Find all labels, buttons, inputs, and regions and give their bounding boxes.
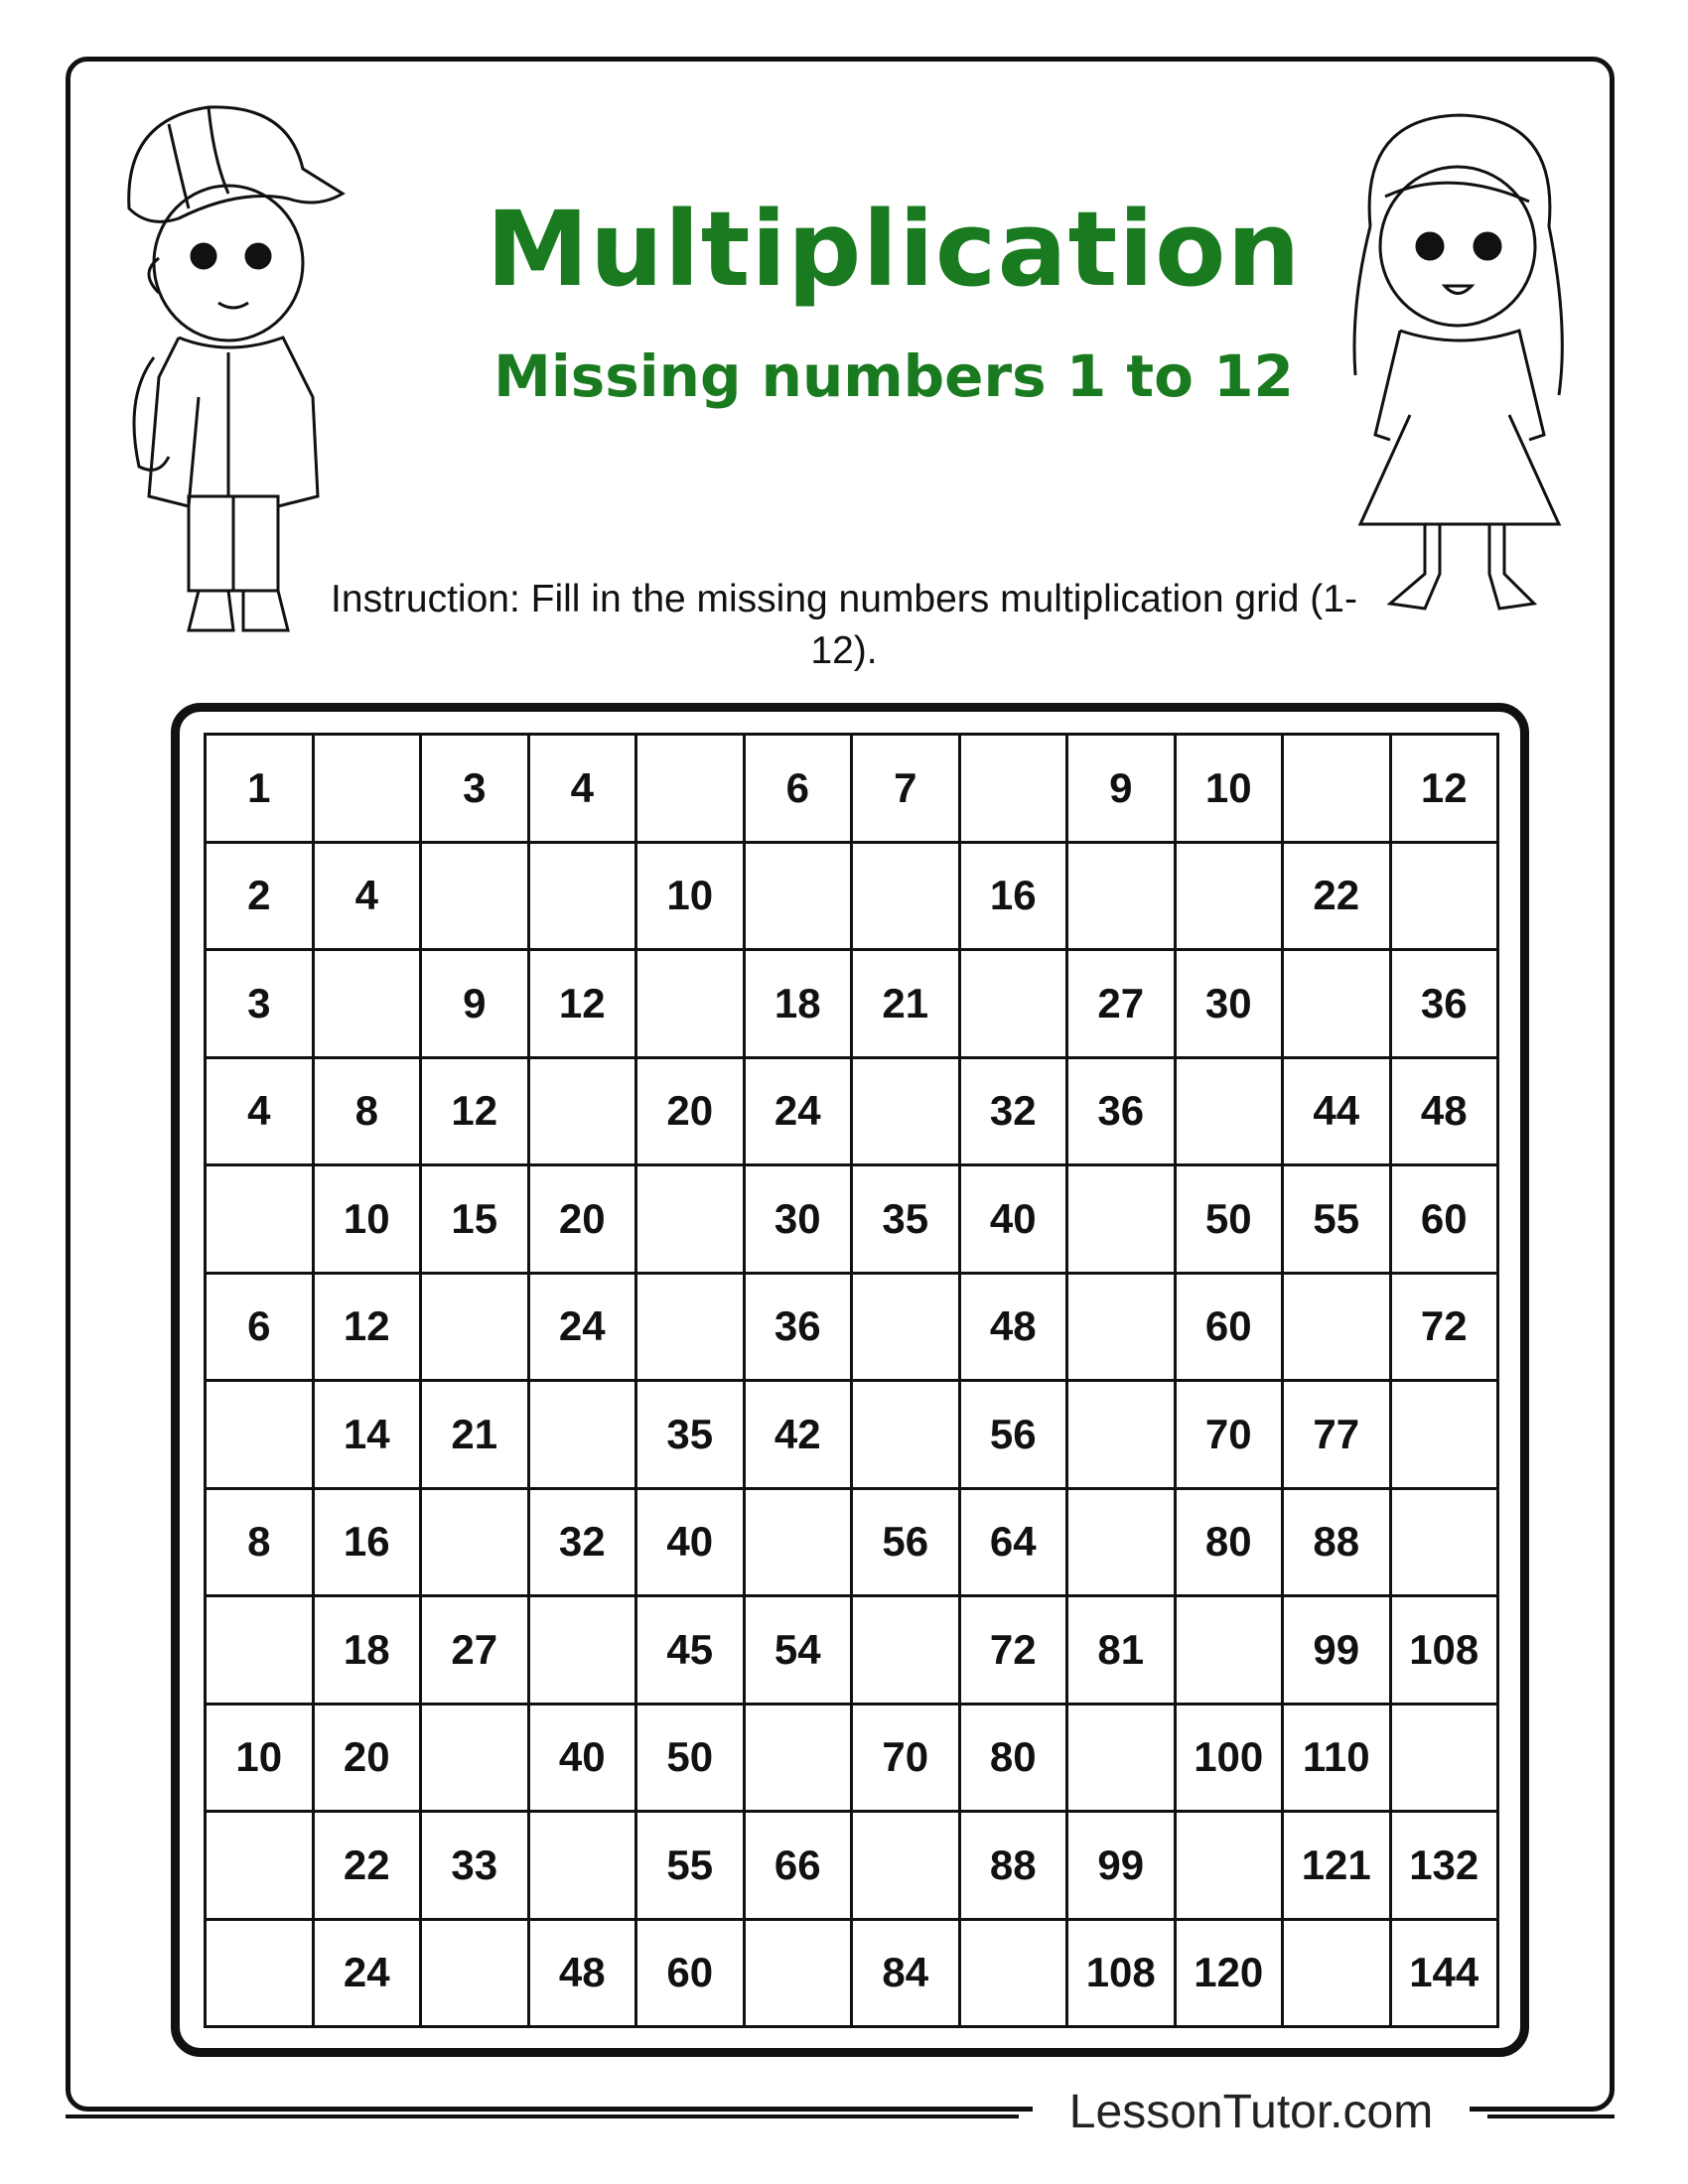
grid-cell: 120 (1177, 1921, 1285, 2029)
footer-site: LessonTutor.com (1033, 2085, 1470, 2139)
grid-cell-blank[interactable] (853, 1059, 961, 1167)
grid-cell: 22 (1284, 844, 1392, 952)
grid-cell: 70 (853, 1706, 961, 1814)
grid-cell: 36 (1392, 951, 1500, 1059)
grid-cell: 18 (746, 951, 854, 1059)
grid-cell: 10 (315, 1166, 423, 1275)
grid-cell: 10 (207, 1706, 315, 1814)
grid-cell-blank[interactable] (746, 844, 854, 952)
grid-cell-blank[interactable] (315, 951, 423, 1059)
grid-cell: 4 (207, 1059, 315, 1167)
grid-cell: 30 (746, 1166, 854, 1275)
grid-cell-blank[interactable] (1392, 1706, 1500, 1814)
grid-cell: 12 (1392, 736, 1500, 844)
grid-cell: 99 (1068, 1813, 1177, 1921)
grid-cell-blank[interactable] (1177, 844, 1285, 952)
grid-cell: 60 (637, 1921, 746, 2029)
grid-cell: 36 (1068, 1059, 1177, 1167)
grid-cell-blank[interactable] (1068, 1275, 1177, 1383)
grid-cell-blank[interactable] (746, 1706, 854, 1814)
grid-cell: 88 (961, 1813, 1069, 1921)
grid-cell: 110 (1284, 1706, 1392, 1814)
grid-cell: 9 (1068, 736, 1177, 844)
grid-cell-blank[interactable] (1284, 736, 1392, 844)
grid-cell: 56 (853, 1490, 961, 1598)
grid-cell: 6 (207, 1275, 315, 1383)
grid-cell: 21 (853, 951, 961, 1059)
grid-cell: 22 (315, 1813, 423, 1921)
grid-cell-blank[interactable] (746, 1490, 854, 1598)
grid-cell-blank[interactable] (1068, 844, 1177, 952)
grid-cell-blank[interactable] (1392, 1490, 1500, 1598)
grid-cell: 15 (422, 1166, 530, 1275)
grid-cell: 8 (315, 1059, 423, 1167)
grid-cell-blank[interactable] (422, 1706, 530, 1814)
grid-cell: 14 (315, 1382, 423, 1490)
grid-cell-blank[interactable] (530, 1382, 638, 1490)
grid-cell: 40 (961, 1166, 1069, 1275)
grid-cell-blank[interactable] (530, 1813, 638, 1921)
grid-cell-blank[interactable] (637, 1166, 746, 1275)
grid-cell: 4 (315, 844, 423, 952)
grid-cell: 88 (1284, 1490, 1392, 1598)
grid-cell-blank[interactable] (1284, 1275, 1392, 1383)
grid-cell: 70 (1177, 1382, 1285, 1490)
grid-cell-blank[interactable] (961, 1921, 1069, 2029)
grid-cell-blank[interactable] (207, 1166, 315, 1275)
grid-cell-blank[interactable] (637, 736, 746, 844)
grid-cell: 12 (315, 1275, 423, 1383)
grid-cell: 99 (1284, 1597, 1392, 1706)
grid-cell: 48 (1392, 1059, 1500, 1167)
grid-cell: 50 (1177, 1166, 1285, 1275)
grid-cell: 100 (1177, 1706, 1285, 1814)
grid-cell: 81 (1068, 1597, 1177, 1706)
footer-rule-left (66, 2115, 1019, 2118)
grid-cell: 121 (1284, 1813, 1392, 1921)
grid-cell-blank[interactable] (207, 1597, 315, 1706)
grid-cell-blank[interactable] (315, 736, 423, 844)
grid-cell-blank[interactable] (853, 1275, 961, 1383)
grid-cell: 16 (961, 844, 1069, 952)
grid-cell-blank[interactable] (422, 844, 530, 952)
grid-cell-blank[interactable] (207, 1813, 315, 1921)
grid-cell: 72 (1392, 1275, 1500, 1383)
boy-illustration (119, 99, 367, 635)
grid-cell: 20 (315, 1706, 423, 1814)
grid-cell: 3 (207, 951, 315, 1059)
grid-cell: 54 (746, 1597, 854, 1706)
grid-cell-blank[interactable] (1284, 951, 1392, 1059)
grid-cell-blank[interactable] (1177, 1597, 1285, 1706)
grid-cell: 16 (315, 1490, 423, 1598)
grid-cell: 48 (530, 1921, 638, 2029)
grid-cell: 6 (746, 736, 854, 844)
grid-cell: 35 (853, 1166, 961, 1275)
worksheet-title: Multiplication (486, 189, 1302, 310)
grid-cell: 84 (853, 1921, 961, 2029)
grid-cell: 30 (1177, 951, 1285, 1059)
grid-cell: 40 (530, 1706, 638, 1814)
grid-cell: 32 (530, 1490, 638, 1598)
grid-cell: 27 (422, 1597, 530, 1706)
grid-cell-blank[interactable] (961, 736, 1069, 844)
grid-cell: 80 (961, 1706, 1069, 1814)
grid-cell-blank[interactable] (1068, 1382, 1177, 1490)
grid-cell: 10 (637, 844, 746, 952)
grid-cell-blank[interactable] (530, 1597, 638, 1706)
grid-cell: 55 (637, 1813, 746, 1921)
worksheet-subtitle: Missing numbers 1 to 12 (493, 342, 1294, 410)
grid-cell-blank[interactable] (853, 1813, 961, 1921)
grid-cell: 48 (961, 1275, 1069, 1383)
grid-cell-blank[interactable] (207, 1921, 315, 2029)
grid-cell: 50 (637, 1706, 746, 1814)
grid-cell: 72 (961, 1597, 1069, 1706)
multiplication-grid (204, 733, 1499, 2028)
grid-cell-blank[interactable] (1068, 1490, 1177, 1598)
footer-rule-right (1487, 2115, 1615, 2118)
grid-cell: 20 (530, 1166, 638, 1275)
grid-cell: 12 (530, 951, 638, 1059)
instruction-text: Instruction: Fill in the missing numbers multiplication grid (1-12). (331, 578, 1357, 672)
grid-cell: 20 (637, 1059, 746, 1167)
grid-cell: 4 (530, 736, 638, 844)
grid-cell: 33 (422, 1813, 530, 1921)
grid-cell-blank[interactable] (422, 1275, 530, 1383)
grid-cell: 66 (746, 1813, 854, 1921)
grid-cell-blank[interactable] (1392, 1382, 1500, 1490)
grid-cell-blank[interactable] (530, 844, 638, 952)
grid-cell-blank[interactable] (1392, 844, 1500, 952)
grid-cell: 2 (207, 844, 315, 952)
grid-cell: 7 (853, 736, 961, 844)
grid-cell-blank[interactable] (961, 951, 1069, 1059)
grid-cell-blank[interactable] (853, 844, 961, 952)
grid-cell-blank[interactable] (637, 1275, 746, 1383)
grid-cell: 77 (1284, 1382, 1392, 1490)
grid-cell: 55 (1284, 1166, 1392, 1275)
grid-cell-blank[interactable] (853, 1597, 961, 1706)
grid-cell: 24 (746, 1059, 854, 1167)
grid-cell-blank[interactable] (637, 951, 746, 1059)
grid-cell: 21 (422, 1382, 530, 1490)
grid-cell: 10 (1177, 736, 1285, 844)
grid-cell: 144 (1392, 1921, 1500, 2029)
grid-cell: 56 (961, 1382, 1069, 1490)
grid-cell: 9 (422, 951, 530, 1059)
grid-cell: 80 (1177, 1490, 1285, 1598)
grid-cell: 18 (315, 1597, 423, 1706)
grid-cell: 32 (961, 1059, 1069, 1167)
grid-cell-blank[interactable] (1177, 1059, 1285, 1167)
grid-cell: 108 (1068, 1921, 1177, 2029)
grid-cell-blank[interactable] (530, 1059, 638, 1167)
grid-cell: 45 (637, 1597, 746, 1706)
grid-cell: 24 (530, 1275, 638, 1383)
grid-cell-blank[interactable] (853, 1382, 961, 1490)
grid-cell: 35 (637, 1382, 746, 1490)
grid-cell: 3 (422, 736, 530, 844)
grid-cell-blank[interactable] (422, 1921, 530, 2029)
grid-cell: 40 (637, 1490, 746, 1598)
grid-cell: 60 (1177, 1275, 1285, 1383)
grid-cell: 42 (746, 1382, 854, 1490)
grid-cell-blank[interactable] (1177, 1813, 1285, 1921)
grid-cell-blank[interactable] (422, 1490, 530, 1598)
grid-cell: 44 (1284, 1059, 1392, 1167)
grid-cell: 12 (422, 1059, 530, 1167)
grid-cell-blank[interactable] (1284, 1921, 1392, 2029)
grid-cell: 60 (1392, 1166, 1500, 1275)
grid-cell: 64 (961, 1490, 1069, 1598)
grid-cell: 1 (207, 736, 315, 844)
grid-cell: 24 (315, 1921, 423, 2029)
grid-cell: 36 (746, 1275, 854, 1383)
grid-cell: 108 (1392, 1597, 1500, 1706)
grid-cell-blank[interactable] (207, 1382, 315, 1490)
grid-cell: 8 (207, 1490, 315, 1598)
grid-cell-blank[interactable] (746, 1921, 854, 2029)
grid-cell-blank[interactable] (1068, 1706, 1177, 1814)
grid-cell-blank[interactable] (1068, 1166, 1177, 1275)
grid-cell: 27 (1068, 951, 1177, 1059)
grid-cell: 132 (1392, 1813, 1500, 1921)
